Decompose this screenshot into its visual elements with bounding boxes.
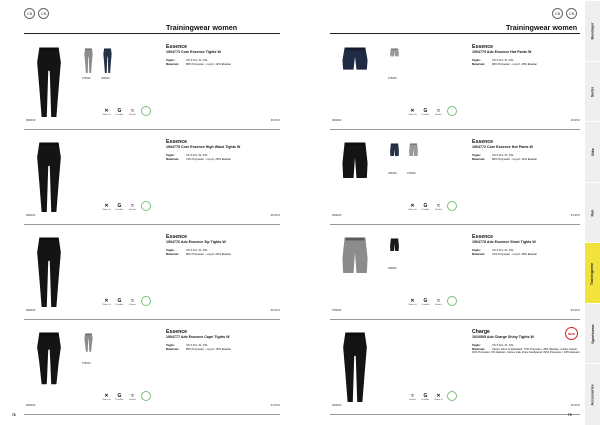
feature-durable <box>421 298 430 306</box>
entry-divider <box>330 224 580 225</box>
hero-color-code: 999000 <box>26 118 36 122</box>
product-name: Essence <box>166 234 188 240</box>
feature-label: Durable <box>115 114 124 116</box>
sizes-value: XS S M L XL XXL <box>492 153 514 157</box>
product-specs <box>166 344 276 351</box>
variant-code: 975000 <box>82 77 91 80</box>
feature-glyph-icon: ✕ <box>410 298 415 304</box>
material-label: Materiale: <box>472 346 486 351</box>
material-row <box>472 348 582 355</box>
feature-label: Stretch <box>129 399 136 401</box>
color-variant-thumb[interactable] <box>388 143 401 175</box>
side-tab-accessories[interactable] <box>585 363 600 425</box>
material-row <box>166 158 276 162</box>
material-value: 72% Polyester - recycl. 28% Elastan <box>492 251 538 256</box>
page-number: 78 <box>12 413 16 417</box>
color-variant-thumb[interactable] <box>82 48 95 80</box>
section-title: Trainingwear women <box>506 23 578 32</box>
material-label: Materiale: <box>166 156 180 161</box>
feature-warm-fit <box>102 298 111 306</box>
product-entry <box>330 228 580 320</box>
feature-stretch <box>434 298 443 306</box>
feature-label: Stretch <box>409 399 416 401</box>
side-tab-label: Run <box>590 209 595 217</box>
feature-glyph-icon: ✕ <box>104 108 109 114</box>
entry-divider <box>24 414 280 415</box>
feature-label: Stretch <box>435 209 442 211</box>
hero-color-code: 975000 <box>332 308 342 312</box>
feature-label: Warm fit <box>102 114 111 116</box>
feature-glyph-icon: ≈ <box>437 108 440 114</box>
product-price: 59.95 € <box>270 308 280 312</box>
header-icons <box>552 8 577 19</box>
product-name: Charge <box>472 329 490 335</box>
sizes-label: Taglie: <box>166 248 175 252</box>
hero-color-code: 999000 <box>26 213 36 217</box>
color-variant-thumb[interactable] <box>82 333 95 365</box>
material-value: Vertex shine & Waistbelt: 72% Polyester, 28% Elastan, Inside melton: 91% Polyester, 9% Elastan, Vertex side shine backpanel: 82% Polyester / 18% Elastan <box>472 346 580 355</box>
side-tab-bike[interactable] <box>585 121 600 183</box>
side-tab-run[interactable] <box>585 182 600 244</box>
product-specs <box>472 154 582 161</box>
feature-label: Durable <box>115 399 124 401</box>
feature-glyph-icon: ✕ <box>436 393 441 399</box>
feature-glyph-icon: ≈ <box>411 393 414 399</box>
feature-glyph-icon: ✕ <box>104 298 109 304</box>
variant-code: 975000 <box>82 362 91 365</box>
feature-stretch <box>128 298 137 306</box>
feature-icons <box>408 106 457 116</box>
hero-color-code: 999000 <box>26 403 36 407</box>
feature-label: Warm fit <box>434 399 443 401</box>
product-price: 39.95 € <box>570 308 580 312</box>
hero-color-code: 999000 <box>332 118 342 122</box>
eco-badge-icon <box>447 296 457 306</box>
feature-warm-fit <box>434 393 443 401</box>
sizes-value: XS S M L XL XXL <box>492 343 514 347</box>
side-tab-label: Trainingwear <box>590 262 595 285</box>
color-variants <box>82 333 95 365</box>
sizes-value: XS S M L XL XXL <box>186 248 208 252</box>
color-variants <box>82 48 114 80</box>
feature-label: Warm fit <box>408 209 417 211</box>
feature-icons <box>102 201 151 211</box>
product-sku: 1910505 Adv Charge Shiny Tights W <box>472 335 534 339</box>
sizes-label: Taglie: <box>472 58 481 62</box>
feature-glyph-icon: G <box>423 393 428 399</box>
material-label: Materiale: <box>166 61 180 66</box>
feature-stretch <box>128 108 137 116</box>
product-sku: 1904779 Adv Essence Hot Pants W <box>472 50 532 54</box>
feature-label: Durable <box>421 399 430 401</box>
product-price: 39.95 € <box>270 118 280 122</box>
feature-durable <box>421 393 430 401</box>
feature-warm-fit <box>408 203 417 211</box>
product-specs <box>472 59 582 66</box>
sizes-label: Taglie: <box>472 248 481 252</box>
feature-glyph-icon: ≈ <box>131 203 134 209</box>
product-image <box>32 236 78 310</box>
product-specs <box>166 249 276 256</box>
eco-badge-icon <box>447 106 457 116</box>
product-sku: 1904777 Adv Essence Capri Tights W <box>166 335 230 339</box>
eco-badge-icon <box>447 201 457 211</box>
feature-durable <box>115 393 124 401</box>
feature-label: Warm fit <box>408 304 417 306</box>
material-label: Materiale: <box>166 346 180 351</box>
material-label: Materiale: <box>166 251 180 256</box>
material-value: 86% Polyester - recycl. 14% Elastan <box>186 61 232 66</box>
product-entry <box>24 228 280 320</box>
feature-stretch <box>128 203 137 211</box>
hero-color-code: 999000 <box>332 403 342 407</box>
feature-icons <box>102 106 151 116</box>
product-sku: 1904776 Adv Essence Zip Tights W <box>166 240 226 244</box>
material-value: 80% Polyester - recycl. 20% Elastan <box>186 251 232 256</box>
side-tab-label: Socks <box>590 86 595 98</box>
side-tab-label: Baselayer <box>590 22 595 40</box>
feature-glyph-icon: G <box>117 108 122 114</box>
feature-glyph-icon: G <box>423 108 428 114</box>
variant-code: 975000 <box>388 77 397 80</box>
product-image <box>32 141 78 215</box>
product-price: 24.95 € <box>570 213 580 217</box>
feature-icons <box>102 296 151 306</box>
product-price: 49.95 € <box>570 403 580 407</box>
material-label: Materiale: <box>472 156 486 161</box>
header-badge-icon: CB <box>38 8 49 19</box>
feature-label: Durable <box>115 209 124 211</box>
product-image <box>338 331 384 405</box>
feature-glyph-icon: ✕ <box>104 393 109 399</box>
feature-glyph-icon: ≈ <box>131 108 134 114</box>
eco-badge-icon <box>447 391 457 401</box>
eco-badge-icon <box>141 391 151 401</box>
entry-divider <box>24 319 280 320</box>
product-specs <box>472 249 582 256</box>
feature-durable <box>115 108 124 116</box>
feature-glyph-icon: G <box>117 393 122 399</box>
feature-glyph-icon: G <box>117 203 122 209</box>
product-sku: 1904772 Core Essence Hot Pants W <box>472 145 533 149</box>
material-value: 82% Polyester - recycl. 18% Elastan <box>492 61 538 66</box>
feature-glyph-icon: ≈ <box>131 298 134 304</box>
product-name: Essence <box>166 329 188 335</box>
sizes-label: Taglie: <box>166 58 175 62</box>
header-rule <box>24 33 280 34</box>
product-specs <box>166 154 276 161</box>
product-name: Essence <box>472 139 494 145</box>
product-image <box>32 331 78 405</box>
feature-glyph-icon: ✕ <box>104 203 109 209</box>
product-name: Essence <box>166 139 188 145</box>
sizes-label: Taglie: <box>166 153 175 157</box>
side-tab-sportswear[interactable] <box>585 303 600 365</box>
category-tabs <box>585 0 600 424</box>
entry-divider <box>330 414 580 415</box>
feature-warm-fit <box>102 203 111 211</box>
section-title: Trainingwear women <box>166 23 238 32</box>
feature-label: Warm fit <box>102 209 111 211</box>
material-row <box>166 253 276 257</box>
product-name: Essence <box>472 44 494 50</box>
hero-color-code: 999000 <box>26 308 36 312</box>
feature-stretch <box>128 393 137 401</box>
material-label: Materiale: <box>472 61 486 66</box>
header-badge-icon: CB <box>566 8 577 19</box>
product-entry <box>330 133 580 225</box>
sizes-value: XS S M L XL XXL <box>186 58 208 62</box>
feature-glyph-icon: ≈ <box>131 393 134 399</box>
feature-stretch <box>434 108 443 116</box>
color-variants <box>388 143 420 175</box>
product-image <box>330 141 376 215</box>
side-tab-label: Accessories <box>590 384 595 406</box>
material-row <box>166 348 276 352</box>
header-icons <box>24 8 49 19</box>
sizes-value: XS S M L XL XXL <box>492 248 514 252</box>
material-label: Materiale: <box>472 251 486 256</box>
feature-label: Stretch <box>435 114 442 116</box>
feature-stretch <box>434 203 443 211</box>
material-value: 85% Polyester - recycl. 15% Elastan <box>186 346 232 351</box>
side-tab-trainingwear[interactable] <box>585 242 600 304</box>
product-image <box>32 46 78 120</box>
side-tab-socks[interactable] <box>585 61 600 123</box>
color-variant-thumb[interactable] <box>388 48 401 80</box>
left-page <box>0 0 300 424</box>
product-price: 29.95 € <box>570 118 580 122</box>
material-value: 72% Polyester - recycl. 28% Elastan <box>186 156 232 161</box>
feature-warm-fit <box>102 108 111 116</box>
feature-icons <box>102 391 151 401</box>
sizes-label: Taglie: <box>472 153 481 157</box>
sizes-label: Taglie: <box>166 343 175 347</box>
product-image <box>330 46 376 120</box>
product-price: 49.95 € <box>270 213 280 217</box>
feature-label: Warm fit <box>102 304 111 306</box>
side-tab-baselayer[interactable] <box>585 0 600 62</box>
color-variant-thumb[interactable] <box>407 143 420 175</box>
eco-badge-icon <box>141 201 151 211</box>
feature-durable <box>115 203 124 211</box>
page-number: 79 <box>568 413 572 417</box>
feature-warm-fit <box>408 298 417 306</box>
header-rule <box>330 33 580 34</box>
sizes-value: XS S M L XL XXL <box>186 343 208 347</box>
product-specs <box>166 59 276 66</box>
product-entry <box>24 38 280 130</box>
eco-badge-icon <box>141 296 151 306</box>
feature-label: Durable <box>115 304 124 306</box>
feature-glyph-icon: ✕ <box>410 203 415 209</box>
feature-label: Durable <box>421 209 430 211</box>
variant-code: 396000 <box>101 77 110 80</box>
feature-label: Warm fit <box>408 114 417 116</box>
color-variant-thumb[interactable] <box>101 48 114 80</box>
entry-divider <box>330 319 580 320</box>
product-entry <box>330 38 580 130</box>
feature-label: Durable <box>421 114 430 116</box>
feature-glyph-icon: G <box>423 203 428 209</box>
feature-glyph-icon: ≈ <box>437 298 440 304</box>
sizes-value: XS S M L XL XXL <box>492 58 514 62</box>
feature-warm-fit <box>408 108 417 116</box>
material-row <box>472 158 582 162</box>
side-tab-label: Bike <box>590 148 595 157</box>
variant-code: 975000 <box>407 172 416 175</box>
feature-label: Stretch <box>435 304 442 306</box>
eco-badge-icon <box>141 106 151 116</box>
product-entry <box>24 133 280 225</box>
header-badge-icon: CB <box>24 8 35 19</box>
feature-icons <box>408 296 457 306</box>
material-value: 86% Polyester - recycl. 14% Elastan <box>492 156 538 161</box>
header-badge-icon: CB <box>552 8 563 19</box>
feature-label: Stretch <box>129 304 136 306</box>
side-tab-label: Sportswear <box>590 324 595 344</box>
feature-warm-fit <box>102 393 111 401</box>
variant-code: 396000 <box>388 172 397 175</box>
feature-label: Warm fit <box>102 399 111 401</box>
entry-divider <box>24 129 280 130</box>
feature-glyph-icon: ✕ <box>410 108 415 114</box>
entry-divider <box>24 224 280 225</box>
product-price: 44.95 € <box>270 403 280 407</box>
color-variants <box>388 238 401 270</box>
feature-glyph-icon: G <box>423 298 428 304</box>
material-row <box>166 63 276 67</box>
feature-durable <box>421 203 430 211</box>
product-image <box>330 236 376 310</box>
sizes-label: Taglie: <box>472 343 481 347</box>
feature-label: Durable <box>421 304 430 306</box>
entry-divider <box>330 129 580 130</box>
sizes-value: XS S M L XL XXL <box>186 153 208 157</box>
feature-stretch <box>408 393 417 401</box>
product-entry <box>330 323 580 415</box>
right-page <box>300 0 585 424</box>
feature-durable <box>421 108 430 116</box>
product-sku: 1904775 Core Essence High Waist Tights W <box>166 145 241 149</box>
feature-durable <box>115 298 124 306</box>
feature-icons <box>408 201 457 211</box>
product-name: Essence <box>166 44 188 50</box>
feature-glyph-icon: ≈ <box>437 203 440 209</box>
variant-code: 999000 <box>388 267 397 270</box>
feature-label: Stretch <box>129 209 136 211</box>
product-sku: 1904773 Core Essence Tights W <box>166 50 221 54</box>
color-variants <box>388 48 401 80</box>
feature-icons <box>408 391 457 401</box>
feature-label: Stretch <box>129 114 136 116</box>
feature-glyph-icon: G <box>117 298 122 304</box>
material-row <box>472 253 582 257</box>
product-name: Essence <box>472 234 494 240</box>
material-row <box>472 63 582 67</box>
product-entry <box>24 323 280 415</box>
product-specs <box>472 344 582 355</box>
new-badge-icon: NEW <box>565 327 578 340</box>
color-variant-thumb[interactable] <box>388 238 401 270</box>
hero-color-code: 999000 <box>332 213 342 217</box>
product-sku: 1904778 Adv Essence Short Tights W <box>472 240 536 244</box>
